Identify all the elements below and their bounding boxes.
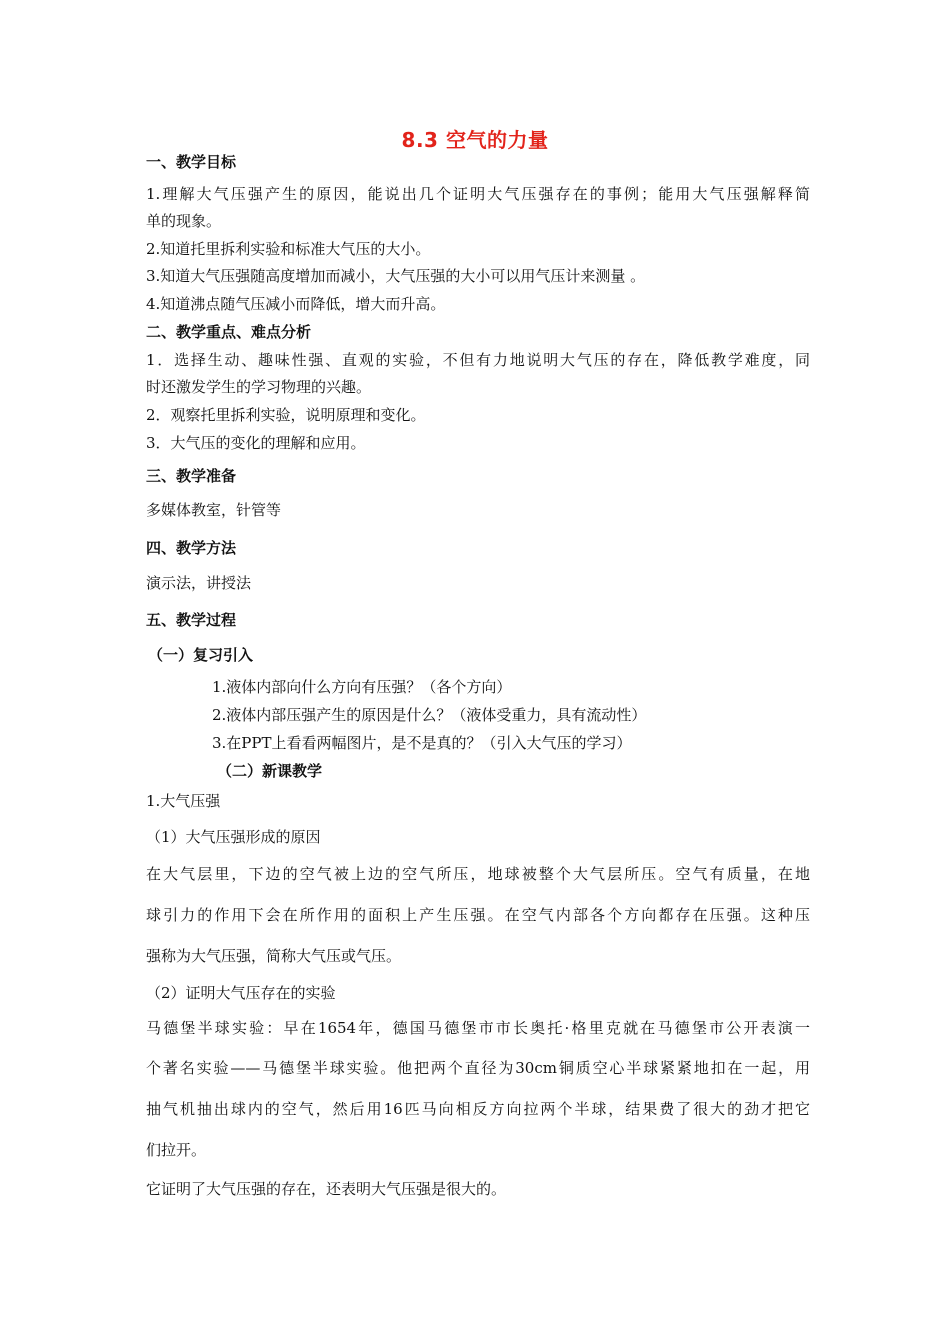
paragraph-line: 多媒体教室，针管等 bbox=[146, 501, 282, 519]
paragraph-line: 3．大气压的变化的理解和应用。 bbox=[146, 434, 366, 452]
paragraph-line: 强称为大气压强，简称大气压或气压。 bbox=[146, 947, 402, 965]
paragraph-line: 马德堡半球实验：早在1654年，德国马德堡市市长奥托·格里克就在马德堡市公开表演一 bbox=[146, 1019, 810, 1037]
paragraph-line: 个著名实验——马德堡半球实验。他把两个直径为30cm铜质空心半球紧紧地扣在一起，用 bbox=[146, 1059, 810, 1077]
paragraph-line: 时还激发学生的学习物理的兴趣。 bbox=[146, 378, 372, 396]
subsection-heading-new-lesson: （二）新课教学 bbox=[217, 762, 323, 780]
section-heading-preparation: 三、教学准备 bbox=[146, 467, 237, 485]
list-item: 2.液体内部压强产生的原因是什么？（液体受重力，具有流动性） bbox=[212, 706, 647, 724]
subsection-heading-review: （一）复习引入 bbox=[148, 646, 254, 664]
paragraph-line: 在大气层里，下边的空气被上边的空气所压，地球被整个大气层所压。空气有质量，在地 bbox=[146, 865, 810, 883]
section-heading-key-points: 二、教学重点、难点分析 bbox=[146, 323, 312, 341]
list-item: 3.在PPT上看看两幅图片，是不是真的？（引入大气压的学习） bbox=[212, 734, 632, 752]
paragraph-line: 们拉开。 bbox=[146, 1141, 207, 1159]
paragraph-line: （2）证明大气压存在的实验 bbox=[146, 984, 336, 1002]
paragraph-line: 单的现象。 bbox=[146, 212, 222, 230]
paragraph-line: 1.理解大气压强产生的原因，能说出几个证明大气压强存在的事例；能用大气压强解释简 bbox=[146, 185, 810, 203]
paragraph-line: 1.大气压强 bbox=[146, 792, 221, 810]
paragraph-line: 演示法，讲授法 bbox=[146, 574, 252, 592]
list-item: 1.液体内部向什么方向有压强？（各个方向） bbox=[212, 678, 512, 696]
paragraph-line: 4.知道沸点随气压减小而降低，增大而升高。 bbox=[146, 295, 446, 313]
paragraph-line: 3.知道大气压强随高度增加而减小，大气压强的大小可以用气压计来测量 。 bbox=[146, 267, 646, 285]
paragraph-line: 2.知道托里拆利实验和标准大气压的大小。 bbox=[146, 240, 431, 258]
section-heading-methods: 四、教学方法 bbox=[146, 539, 237, 557]
paragraph-line: 2．观察托里拆利实验，说明原理和变化。 bbox=[146, 406, 426, 424]
paragraph-line: 1．选择生动、趣味性强、直观的实验，不但有力地说明大气压的存在，降低教学难度，同 bbox=[146, 351, 810, 369]
paragraph-line: 球引力的作用下会在所作用的面积上产生压强。在空气内部各个方向都存在压强。这种压 bbox=[146, 906, 810, 924]
paragraph-line: 抽气机抽出球内的空气，然后用16匹马向相反方向拉两个半球，结果费了很大的劲才把它 bbox=[146, 1100, 810, 1118]
document-title: 8.3 空气的力量 bbox=[401, 128, 549, 152]
paragraph-line: （1）大气压强形成的原因 bbox=[146, 828, 321, 846]
section-heading-objectives: 一、教学目标 bbox=[146, 153, 237, 171]
section-heading-process: 五、教学过程 bbox=[146, 611, 237, 629]
paragraph-line: 它证明了大气压强的存在，还表明大气压强是很大的。 bbox=[146, 1180, 507, 1198]
